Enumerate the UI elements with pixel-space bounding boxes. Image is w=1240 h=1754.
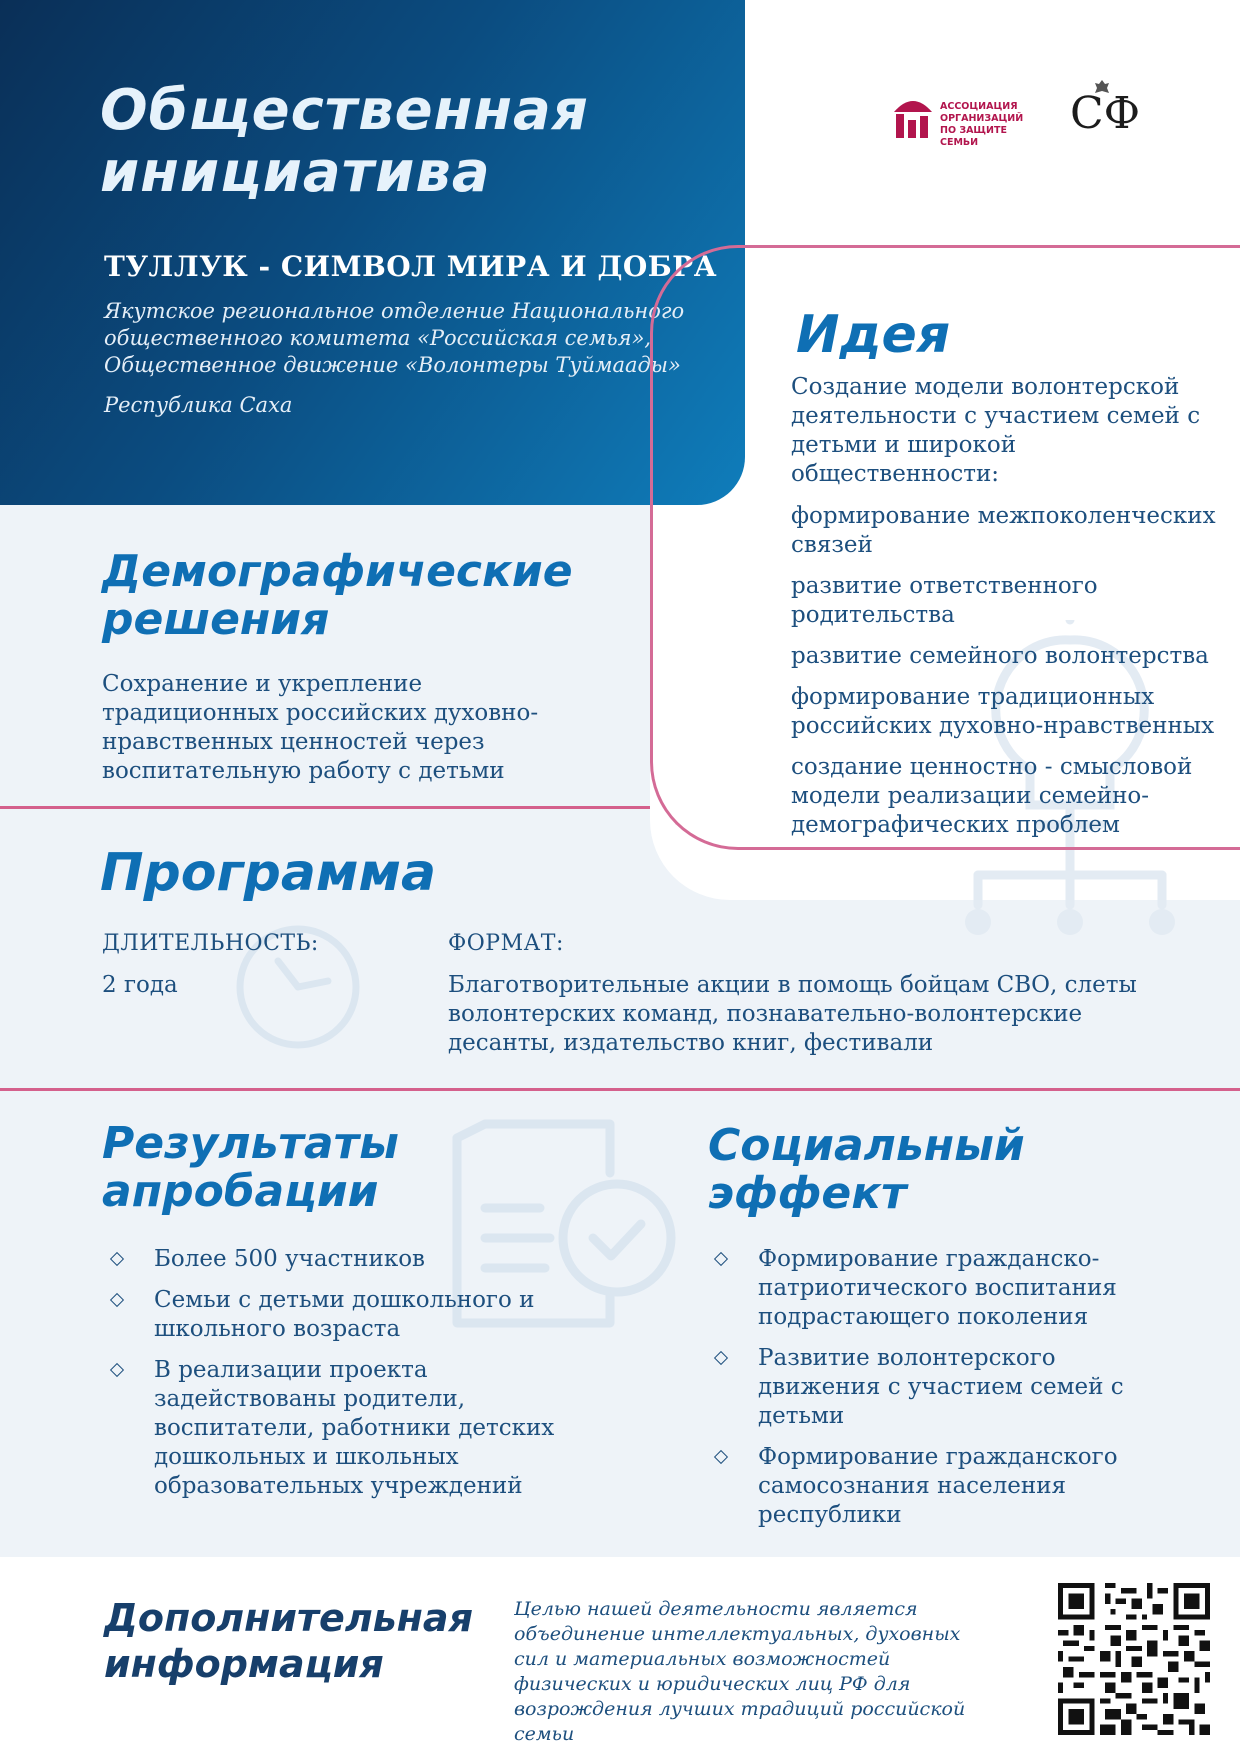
demographic-text: Сохранение и укрепление традиционных российских духовно-нравственных ценностей через воспитательную работу с детьми [102,671,539,784]
divider-middle [0,1088,1240,1091]
results-title-line-1: Результаты [102,1118,399,1169]
additional-info-title-line-1: Дополнительная [104,1596,473,1640]
idea-title: Идея [796,305,951,365]
social-effect-title-line-2: эффект [708,1168,907,1219]
list-item: развитие семейного волонтерства [791,643,1209,669]
duration-label: ДЛИТЕЛЬНОСТЬ: [102,931,319,956]
hero-title-line-1: Общественная [100,78,589,143]
list-item-text: В реализации проекта задействованы родители, воспитатели, работники детских дошкольных и школьных образовательных учреждений [154,1357,555,1499]
results-list [104,1245,584,1513]
organization-name [104,298,704,379]
social-effect-title-line-1: Социальный [708,1120,1025,1171]
list-item [104,1245,584,1274]
diamond-bullet-icon [714,1450,728,1464]
list-item-text: Формирование гражданско-патриотического воспитания подрастающего поколения [758,1246,1117,1330]
association-logo-text [940,101,1040,149]
qr-code-icon[interactable] [1058,1583,1210,1735]
organization-line-2: общественного комитета «Российская семья», [104,326,652,350]
project-name: ТУЛЛУК - СИМВОЛ МИРА И ДОБРА [104,250,718,283]
sf-logo: СФ [1070,88,1141,139]
diamond-bullet-icon [714,1351,728,1365]
demographic-title-line-2: решения [102,594,330,645]
duration-value: 2 года [102,972,178,998]
program-title: Программа [100,843,437,903]
list-item-text: Развитие волонтерского движения с участием семей с детьми [758,1345,1124,1429]
list-item-text: Более 500 участников [154,1246,425,1272]
additional-info-title-line-2: информация [104,1642,384,1686]
additional-info-title [104,1595,473,1687]
idea-list [791,502,1231,852]
format-value: Благотворительные акции в помощь бойцам СВО, слеты волонтерских команд, познавательно-волонтерские десанты, издательство книг, фестивали [448,972,1137,1056]
list-item [104,1286,584,1344]
organization-line-1: Якутское региональное отделение Национального [104,299,685,323]
diamond-bullet-icon [714,1252,728,1266]
association-line-3: ПО ЗАЩИТЕ СЕМЬИ [940,125,1007,148]
hero-title-line-2: инициатива [100,140,491,205]
diamond-bullet-icon [110,1252,124,1266]
demographic-title-line-1: Демографические [102,546,573,597]
association-line-1: АССОЦИАЦИЯ [940,101,1018,112]
list-item: развитие ответственного родительства [791,573,1098,628]
hero-title [100,80,720,204]
results-title [102,1120,399,1216]
organization-line-3: Общественное движение «Волонтеры Туймаады» [104,353,681,377]
region-name: Республика Саха [104,393,293,417]
partner-logos [890,82,1180,150]
association-line-2: ОРГАНИЗАЦИЙ [940,113,1024,124]
diamond-bullet-icon [110,1293,124,1307]
list-item: формирование традиционных российских духовно-нравственных [791,684,1215,739]
divider-upper [0,806,650,809]
association-logo-icon [890,90,936,142]
list-item-text: Семьи с детьми дошкольного и школьного возраста [154,1287,535,1342]
idea-lead: Создание модели волонтерской деятельности с участием семей с детьми и широкой общественности: [791,374,1201,487]
list-item [708,1344,1128,1431]
social-effect-list [708,1245,1128,1542]
list-item [708,1245,1128,1332]
list-item: создание ценностно - смысловой модели реализации семейно-демографических проблем [791,754,1193,838]
demographic-title [102,548,573,644]
list-item [104,1356,584,1501]
results-title-line-2: апробации [102,1166,379,1217]
mission-statement: Целью нашей деятельности является объединение интеллектуальных, духовных сил и материальных возможностей физических и юридических лиц РФ для возрождения лучших традиций российской семьи [514,1598,966,1745]
list-item-text: Формирование гражданского самосознания населения республики [758,1444,1118,1528]
format-label: ФОРМАТ: [448,931,564,956]
list-item: формирование межпоколенческих связей [791,503,1216,558]
diamond-bullet-icon [110,1363,124,1377]
list-item [708,1443,1128,1530]
social-effect-title [708,1122,1025,1218]
